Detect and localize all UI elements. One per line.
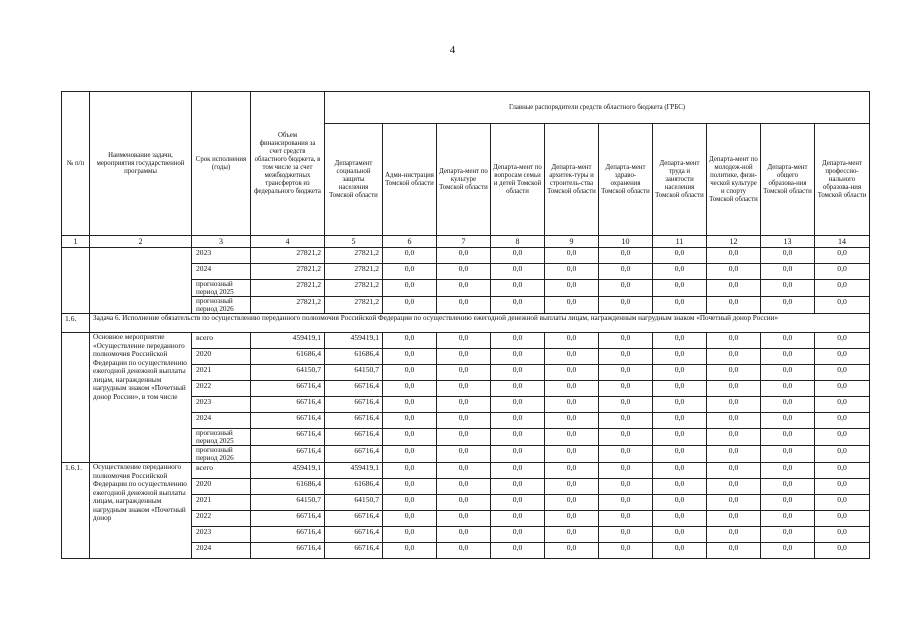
- budget-table: [61, 91, 870, 559]
- grbs-value-cell: 0,0: [707, 479, 761, 495]
- grbs-value-cell: 0,0: [653, 333, 707, 349]
- header-grbs: Адми-нистрация Томской области: [383, 124, 437, 236]
- header-grbs: Департа-мент труда и занятости населения Томской области: [653, 124, 707, 236]
- column-number: 6: [383, 236, 437, 248]
- grbs-value-cell: 0,0: [491, 349, 545, 365]
- grbs-value-cell: 0,0: [761, 527, 815, 543]
- grbs-value-cell: 0,0: [545, 413, 599, 429]
- grbs-value-cell: 0,0: [383, 495, 437, 511]
- grbs-value-cell: 0,0: [545, 495, 599, 511]
- total-cell: 459419,1: [251, 463, 325, 479]
- total-cell: 459419,1: [251, 333, 325, 349]
- grbs-value-cell: 0,0: [653, 429, 707, 446]
- grbs-value-cell: 0,0: [599, 397, 653, 413]
- year-cell: прогнозный период 2026: [192, 446, 251, 463]
- task-title: Задача 6. Исполнение обязательств по осуществлению переданного полномочия Российской Федерации по осуществлению ежегодной денежной выплаты лицам, награжденным нагрудным знаком «Почетный донор России»: [90, 314, 870, 333]
- grbs-value-cell: 0,0: [707, 446, 761, 463]
- grbs-value-cell: 0,0: [599, 349, 653, 365]
- header-grbs: Департа-мент архитек-туры и строитель-ства Томской области: [545, 124, 599, 236]
- grbs-value-cell: 0,0: [707, 280, 761, 297]
- column-number: 1: [62, 236, 90, 248]
- column-number: 8: [491, 236, 545, 248]
- grbs-value-cell: 0,0: [383, 429, 437, 446]
- main-event-name: Основное мероприятие «Осуществление переданного полномочия Российской Федерации по осуществлению ежегодной денежной выплаты лицам, награжденным нагрудным знаком «Почетный донор России», в том числе: [90, 333, 192, 463]
- grbs-value-cell: 0,0: [383, 381, 437, 397]
- grbs-value-cell: 0,0: [599, 543, 653, 559]
- grbs-value-cell: 64150,7: [325, 365, 383, 381]
- grbs-value-cell: 0,0: [491, 495, 545, 511]
- grbs-value-cell: 0,0: [491, 333, 545, 349]
- total-cell: 61686,4: [251, 479, 325, 495]
- header-name: Наименование задачи, мероприятия государственной программы: [90, 92, 192, 236]
- grbs-value-cell: 0,0: [653, 365, 707, 381]
- grbs-value-cell: 0,0: [545, 511, 599, 527]
- grbs-value-cell: 0,0: [707, 543, 761, 559]
- grbs-value-cell: 0,0: [815, 495, 870, 511]
- grbs-value-cell: 0,0: [815, 543, 870, 559]
- grbs-value-cell: 0,0: [653, 527, 707, 543]
- grbs-value-cell: 0,0: [599, 446, 653, 463]
- total-cell: 61686,4: [251, 349, 325, 365]
- header-grbs: Департамент социальной защиты населения Томской области: [325, 124, 383, 236]
- page-number: 4: [449, 44, 456, 56]
- grbs-value-cell: 0,0: [761, 446, 815, 463]
- header-grbs: Департа-мент профессио-нального образова-ния Томской области: [815, 124, 870, 236]
- grbs-value-cell: 0,0: [653, 297, 707, 314]
- grbs-value-cell: 0,0: [599, 280, 653, 297]
- grbs-value-cell: 0,0: [383, 297, 437, 314]
- grbs-value-cell: 459419,1: [325, 333, 383, 349]
- grbs-value-cell: 0,0: [437, 381, 491, 397]
- row-number-cell: [62, 333, 90, 463]
- grbs-value-cell: 0,0: [761, 280, 815, 297]
- grbs-value-cell: 0,0: [491, 397, 545, 413]
- grbs-value-cell: 0,0: [437, 349, 491, 365]
- grbs-value-cell: 0,0: [599, 297, 653, 314]
- grbs-value-cell: 0,0: [545, 463, 599, 479]
- grbs-value-cell: 0,0: [599, 527, 653, 543]
- grbs-value-cell: 0,0: [653, 511, 707, 527]
- grbs-value-cell: 0,0: [545, 446, 599, 463]
- year-cell: прогнозный период 2026: [192, 297, 251, 314]
- column-number: 14: [815, 236, 870, 248]
- grbs-value-cell: 0,0: [761, 365, 815, 381]
- grbs-value-cell: 0,0: [653, 397, 707, 413]
- grbs-value-cell: 0,0: [437, 495, 491, 511]
- grbs-value-cell: 0,0: [491, 297, 545, 314]
- grbs-value-cell: 0,0: [437, 280, 491, 297]
- grbs-value-cell: 0,0: [653, 446, 707, 463]
- grbs-value-cell: 0,0: [761, 397, 815, 413]
- grbs-value-cell: 0,0: [707, 297, 761, 314]
- grbs-value-cell: 0,0: [437, 543, 491, 559]
- grbs-value-cell: 0,0: [707, 511, 761, 527]
- grbs-value-cell: 0,0: [545, 349, 599, 365]
- grbs-value-cell: 0,0: [707, 527, 761, 543]
- grbs-value-cell: 66716,4: [325, 446, 383, 463]
- grbs-value-cell: 27821,2: [325, 248, 383, 264]
- grbs-value-cell: 0,0: [545, 297, 599, 314]
- year-cell: 2023: [192, 397, 251, 413]
- grbs-value-cell: 0,0: [707, 413, 761, 429]
- grbs-value-cell: 0,0: [815, 349, 870, 365]
- grbs-value-cell: 0,0: [383, 248, 437, 264]
- grbs-value-cell: 0,0: [761, 429, 815, 446]
- column-number: 10: [599, 236, 653, 248]
- year-cell: 2024: [192, 264, 251, 280]
- grbs-value-cell: 0,0: [383, 527, 437, 543]
- grbs-value-cell: 66716,4: [325, 511, 383, 527]
- total-cell: 66716,4: [251, 446, 325, 463]
- grbs-value-cell: 0,0: [815, 397, 870, 413]
- grbs-value-cell: 0,0: [815, 463, 870, 479]
- grbs-value-cell: 0,0: [437, 248, 491, 264]
- total-cell: 27821,2: [251, 280, 325, 297]
- grbs-value-cell: 0,0: [815, 527, 870, 543]
- grbs-value-cell: 0,0: [599, 413, 653, 429]
- grbs-value-cell: 0,0: [599, 429, 653, 446]
- year-cell: всего: [192, 463, 251, 479]
- grbs-value-cell: 0,0: [491, 248, 545, 264]
- total-cell: 64150,7: [251, 365, 325, 381]
- row-number-cell: [62, 248, 90, 314]
- grbs-value-cell: 0,0: [707, 495, 761, 511]
- total-cell: 27821,2: [251, 248, 325, 264]
- grbs-value-cell: 0,0: [491, 511, 545, 527]
- grbs-value-cell: 0,0: [545, 429, 599, 446]
- year-cell: 2020: [192, 479, 251, 495]
- grbs-value-cell: 0,0: [707, 397, 761, 413]
- year-cell: 2024: [192, 543, 251, 559]
- grbs-value-cell: 0,0: [545, 397, 599, 413]
- grbs-value-cell: 0,0: [383, 543, 437, 559]
- grbs-value-cell: 0,0: [815, 248, 870, 264]
- column-number: 13: [761, 236, 815, 248]
- grbs-value-cell: 0,0: [383, 264, 437, 280]
- grbs-value-cell: 27821,2: [325, 297, 383, 314]
- grbs-value-cell: 0,0: [491, 527, 545, 543]
- grbs-value-cell: 0,0: [761, 264, 815, 280]
- year-cell: прогнозный период 2025: [192, 280, 251, 297]
- grbs-value-cell: 0,0: [491, 280, 545, 297]
- grbs-value-cell: 0,0: [815, 365, 870, 381]
- grbs-value-cell: 0,0: [437, 479, 491, 495]
- year-cell: 2023: [192, 527, 251, 543]
- grbs-value-cell: 0,0: [383, 446, 437, 463]
- total-cell: 66716,4: [251, 429, 325, 446]
- grbs-value-cell: 0,0: [761, 511, 815, 527]
- column-number: 3: [192, 236, 251, 248]
- total-cell: 66716,4: [251, 381, 325, 397]
- sub-event-name: Осуществление переданного полномочия Российской Федерации по осуществлению ежегодной денежной выплаты лицам, награжденным нагрудным знаком «Почетный донор: [90, 463, 192, 559]
- total-cell: 66716,4: [251, 397, 325, 413]
- grbs-value-cell: 0,0: [437, 429, 491, 446]
- year-cell: 2024: [192, 413, 251, 429]
- grbs-value-cell: 0,0: [653, 479, 707, 495]
- grbs-value-cell: 0,0: [599, 333, 653, 349]
- grbs-value-cell: 0,0: [815, 429, 870, 446]
- grbs-value-cell: 0,0: [491, 429, 545, 446]
- grbs-value-cell: 0,0: [437, 397, 491, 413]
- grbs-value-cell: 27821,2: [325, 264, 383, 280]
- grbs-value-cell: 66716,4: [325, 397, 383, 413]
- column-number: 4: [251, 236, 325, 248]
- grbs-value-cell: 0,0: [491, 381, 545, 397]
- grbs-value-cell: 0,0: [761, 413, 815, 429]
- grbs-value-cell: 0,0: [653, 495, 707, 511]
- grbs-value-cell: 0,0: [761, 349, 815, 365]
- grbs-value-cell: 0,0: [653, 381, 707, 397]
- grbs-value-cell: 0,0: [383, 333, 437, 349]
- grbs-value-cell: 0,0: [383, 479, 437, 495]
- grbs-value-cell: 0,0: [383, 413, 437, 429]
- grbs-value-cell: 0,0: [383, 280, 437, 297]
- grbs-value-cell: 0,0: [545, 381, 599, 397]
- total-cell: 27821,2: [251, 264, 325, 280]
- grbs-value-cell: 0,0: [815, 333, 870, 349]
- header-grbs: Департа-мент по молодеж-ной политике, физи-ческой культуре и спорту Томской области: [707, 124, 761, 236]
- grbs-value-cell: 0,0: [653, 349, 707, 365]
- grbs-value-cell: 0,0: [707, 381, 761, 397]
- grbs-value-cell: 0,0: [761, 495, 815, 511]
- year-cell: 2020: [192, 349, 251, 365]
- total-cell: 64150,7: [251, 495, 325, 511]
- column-number: 2: [90, 236, 192, 248]
- table-row: [62, 248, 870, 264]
- grbs-value-cell: 0,0: [437, 446, 491, 463]
- grbs-value-cell: 0,0: [815, 413, 870, 429]
- grbs-value-cell: 0,0: [761, 479, 815, 495]
- grbs-value-cell: 0,0: [491, 413, 545, 429]
- grbs-value-cell: 0,0: [545, 280, 599, 297]
- header-grbs: Департа-мент здраво-охранения Томской области: [599, 124, 653, 236]
- column-number: 12: [707, 236, 761, 248]
- grbs-value-cell: 0,0: [707, 463, 761, 479]
- header-grbs: Департа-мент по вопросам семьи и детей Томской области: [491, 124, 545, 236]
- grbs-value-cell: 0,0: [815, 297, 870, 314]
- grbs-value-cell: 0,0: [491, 264, 545, 280]
- grbs-value-cell: 0,0: [545, 527, 599, 543]
- grbs-value-cell: 0,0: [815, 264, 870, 280]
- grbs-value-cell: 66716,4: [325, 527, 383, 543]
- grbs-value-cell: 0,0: [545, 333, 599, 349]
- grbs-value-cell: 64150,7: [325, 495, 383, 511]
- grbs-value-cell: 0,0: [545, 479, 599, 495]
- grbs-value-cell: 0,0: [707, 264, 761, 280]
- grbs-value-cell: 0,0: [437, 365, 491, 381]
- grbs-value-cell: 0,0: [815, 511, 870, 527]
- grbs-value-cell: 0,0: [815, 446, 870, 463]
- grbs-value-cell: 0,0: [437, 297, 491, 314]
- grbs-value-cell: 0,0: [653, 248, 707, 264]
- grbs-value-cell: 0,0: [653, 463, 707, 479]
- grbs-value-cell: 0,0: [437, 511, 491, 527]
- total-cell: 66716,4: [251, 527, 325, 543]
- year-cell: прогнозный период 2025: [192, 429, 251, 446]
- grbs-value-cell: 0,0: [599, 495, 653, 511]
- grbs-value-cell: 0,0: [815, 479, 870, 495]
- sub-event-number: 1.6.1.: [62, 463, 90, 559]
- grbs-value-cell: 0,0: [545, 365, 599, 381]
- grbs-value-cell: 0,0: [491, 365, 545, 381]
- grbs-value-cell: 0,0: [491, 446, 545, 463]
- grbs-value-cell: 66716,4: [325, 413, 383, 429]
- grbs-value-cell: 66716,4: [325, 543, 383, 559]
- total-cell: 66716,4: [251, 511, 325, 527]
- year-cell: всего: [192, 333, 251, 349]
- year-cell: 2021: [192, 365, 251, 381]
- header-grbs-title: Главные распорядители средств областного бюджета (ГРБС): [325, 92, 870, 124]
- grbs-value-cell: 61686,4: [325, 349, 383, 365]
- table-row: [62, 333, 870, 349]
- column-number: 5: [325, 236, 383, 248]
- grbs-value-cell: 66716,4: [325, 429, 383, 446]
- table-row: [62, 463, 870, 479]
- task-number: 1.6.: [62, 314, 90, 333]
- grbs-value-cell: 61686,4: [325, 479, 383, 495]
- grbs-value-cell: 0,0: [761, 333, 815, 349]
- grbs-value-cell: 0,0: [707, 349, 761, 365]
- grbs-value-cell: 0,0: [761, 297, 815, 314]
- grbs-value-cell: 66716,4: [325, 381, 383, 397]
- grbs-value-cell: 0,0: [383, 397, 437, 413]
- grbs-value-cell: 0,0: [383, 511, 437, 527]
- row-name-cell: [90, 248, 192, 314]
- column-number-row: [62, 236, 870, 248]
- grbs-value-cell: 0,0: [383, 463, 437, 479]
- grbs-value-cell: 0,0: [545, 264, 599, 280]
- grbs-value-cell: 0,0: [383, 349, 437, 365]
- grbs-value-cell: 0,0: [815, 381, 870, 397]
- grbs-value-cell: 459419,1: [325, 463, 383, 479]
- header-grbs: Департа-мент по культуре Томской области: [437, 124, 491, 236]
- grbs-value-cell: 0,0: [491, 479, 545, 495]
- column-number: 11: [653, 236, 707, 248]
- year-cell: 2023: [192, 248, 251, 264]
- header-grbs: Департа-мент общего образова-ния Томской области: [761, 124, 815, 236]
- grbs-value-cell: 0,0: [653, 264, 707, 280]
- grbs-value-cell: 0,0: [491, 543, 545, 559]
- grbs-value-cell: 0,0: [437, 463, 491, 479]
- grbs-value-cell: 0,0: [653, 280, 707, 297]
- grbs-value-cell: 0,0: [707, 248, 761, 264]
- total-cell: 27821,2: [251, 297, 325, 314]
- year-cell: 2022: [192, 511, 251, 527]
- column-number: 9: [545, 236, 599, 248]
- total-cell: 66716,4: [251, 543, 325, 559]
- column-number: 7: [437, 236, 491, 248]
- grbs-value-cell: 0,0: [761, 463, 815, 479]
- grbs-value-cell: 0,0: [599, 511, 653, 527]
- grbs-value-cell: 0,0: [437, 264, 491, 280]
- grbs-value-cell: 0,0: [599, 381, 653, 397]
- grbs-value-cell: 0,0: [599, 479, 653, 495]
- grbs-value-cell: 0,0: [761, 543, 815, 559]
- grbs-value-cell: 0,0: [599, 264, 653, 280]
- grbs-value-cell: 0,0: [707, 333, 761, 349]
- grbs-value-cell: 0,0: [707, 429, 761, 446]
- grbs-value-cell: 0,0: [437, 333, 491, 349]
- task-row: [62, 314, 870, 333]
- grbs-value-cell: 0,0: [545, 248, 599, 264]
- header-number: № п/п: [62, 92, 90, 236]
- grbs-value-cell: 0,0: [653, 543, 707, 559]
- year-cell: 2021: [192, 495, 251, 511]
- grbs-value-cell: 0,0: [545, 543, 599, 559]
- header-volume: Объем финансирования за счет средств областного бюджета, в том числе за счет межбюджетных трансфертов из федерального бюджета: [251, 92, 325, 236]
- grbs-value-cell: 0,0: [599, 248, 653, 264]
- year-cell: 2022: [192, 381, 251, 397]
- grbs-value-cell: 0,0: [653, 413, 707, 429]
- grbs-value-cell: 0,0: [599, 463, 653, 479]
- grbs-value-cell: 0,0: [761, 381, 815, 397]
- header-term: Срок исполнения (годы): [192, 92, 251, 236]
- total-cell: 66716,4: [251, 413, 325, 429]
- grbs-value-cell: 0,0: [815, 280, 870, 297]
- grbs-value-cell: 0,0: [383, 365, 437, 381]
- grbs-value-cell: 27821,2: [325, 280, 383, 297]
- grbs-value-cell: 0,0: [707, 365, 761, 381]
- grbs-value-cell: 0,0: [599, 365, 653, 381]
- grbs-value-cell: 0,0: [761, 248, 815, 264]
- grbs-value-cell: 0,0: [437, 413, 491, 429]
- grbs-value-cell: 0,0: [491, 463, 545, 479]
- grbs-value-cell: 0,0: [437, 527, 491, 543]
